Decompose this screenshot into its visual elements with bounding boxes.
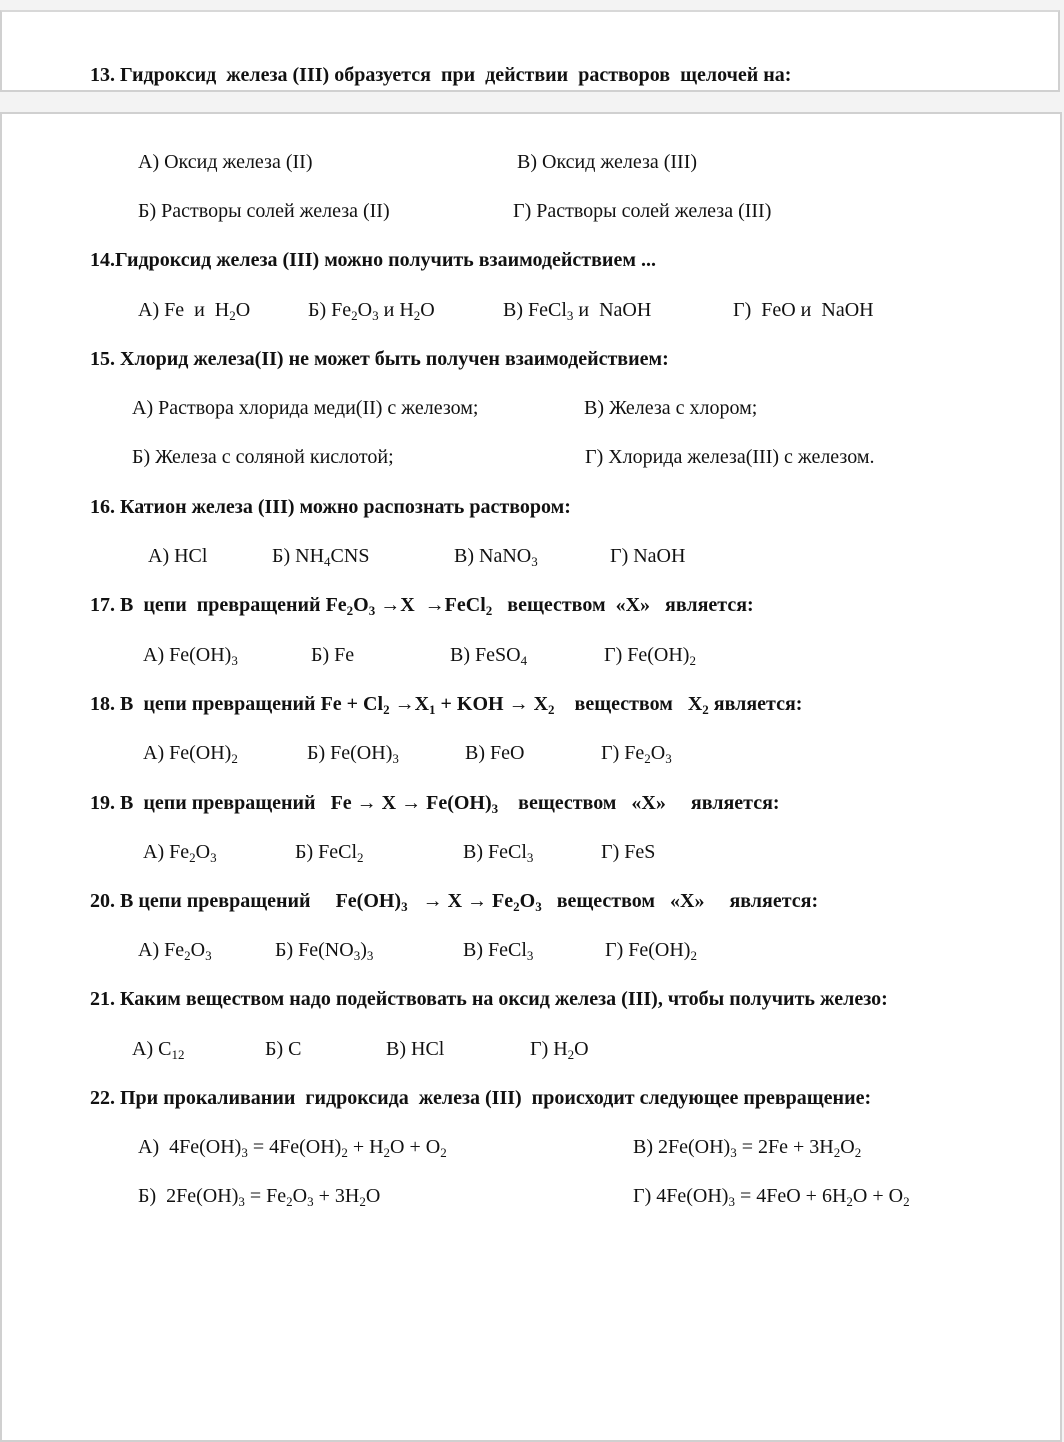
question-text: Хлорид железа(II) не может быть получен взаимодействием:: [115, 348, 669, 370]
question-17: [90, 593, 754, 617]
answer-option: В) FeO: [465, 742, 525, 764]
question-number: 14.: [90, 249, 115, 271]
question-number: 15.: [90, 348, 115, 370]
question-21: [90, 987, 888, 1011]
question-text: В цепи превращений $Fe \to X \to Fe(OH)_3$ веществом «X» является:: [115, 792, 780, 816]
answer-option: А) Оксид железа (II): [138, 151, 313, 173]
answer-option: В) NaNO$_3$: [454, 545, 538, 569]
answer-option: Г) NaOH: [610, 545, 686, 567]
question-15: [90, 347, 669, 371]
answer-option: Б) Растворы солей железа (II): [138, 200, 390, 222]
answer-option: Б) $Fe(NO_3)_3$: [275, 939, 374, 963]
answer-option: Б) C: [265, 1038, 302, 1060]
question-number: 20.: [90, 890, 115, 912]
answer-option: Б) Fe: [311, 644, 355, 666]
question-20: [90, 889, 818, 913]
question-text: Каким веществом надо подействовать на оксид железа (III), чтобы получить железо:: [115, 988, 888, 1010]
answer-option: В) Железа с хлором;: [584, 397, 758, 419]
question-text: Гидроксид железа (III) можно получить взаимодействием ...: [115, 249, 656, 271]
question-16: [90, 495, 571, 519]
answer-option: А) Fe и $H_2O$: [138, 299, 251, 323]
answer-option: А) Раствора хлорида меди(II) с железом;: [132, 397, 479, 419]
answer-option: А) $Fe(OH)_3$: [143, 644, 238, 668]
answer-option: Б) Железа с соляной кислотой;: [132, 446, 394, 468]
answer-option: В) FeCl$_3$: [463, 939, 534, 963]
answer-option: Г) FeS: [601, 841, 656, 863]
answer-option: В) HCl: [386, 1038, 445, 1060]
answer-option: Г) Растворы солей железа (III): [513, 200, 772, 222]
answer-option: В) Оксид железа (III): [517, 151, 698, 173]
answer-option: А) $4Fe(OH)_3 = 4Fe(OH)_2 + H_2O + O_2$: [138, 1136, 447, 1160]
answer-option: А) $Fe(OH)_2$: [143, 742, 238, 766]
question-number: 17.: [90, 594, 115, 616]
answer-option: Б) $Fe_2O_3$ и $H_2O$: [308, 299, 435, 323]
answer-option: Б) $Fe(OH)_3$: [307, 742, 399, 766]
question-13: [90, 63, 791, 87]
answer-option: А) $Fe_2O_3$: [143, 841, 217, 865]
answer-option: В) FeSO$_4$: [450, 644, 528, 668]
answer-option: Г) $Fe(OH)_2$: [604, 644, 696, 668]
answer-option: В) $2Fe(OH)_3 = 2Fe + 3H_2O_2$: [633, 1136, 862, 1160]
question-number: 22.: [90, 1087, 115, 1109]
answer-option: А) $Fe_2O_3$: [138, 939, 212, 963]
answer-option: Б) $2Fe(OH)_3 = Fe_2O_3 + 3H_2O$: [138, 1185, 381, 1209]
answer-option: Г) FeO и NaOH: [733, 299, 874, 321]
question-text: В цепи превращений $Fe + Cl_2 \to X_1$ + KOH → $X_2$ веществом $X_2$ является:: [115, 693, 803, 717]
answer-option: Г) $Fe_2O_3$: [601, 742, 672, 766]
question-number: 18.: [90, 693, 115, 715]
question-19: [90, 791, 780, 815]
answer-option: Г) $H_2O$: [530, 1038, 589, 1062]
question-number: 19.: [90, 792, 115, 814]
question-number: 16.: [90, 496, 115, 518]
answer-option: Г) $Fe(OH)_2$: [605, 939, 697, 963]
answer-option: Г) Хлорида железа(III) с железом.: [585, 446, 875, 468]
question-14: [90, 248, 656, 272]
question-22: [90, 1086, 871, 1110]
answer-option: А) HCl: [148, 545, 208, 567]
question-number: 21.: [90, 988, 115, 1010]
question-text: Катион железа (III) можно распознать раствором:: [115, 496, 571, 518]
question-number: 13.: [90, 64, 115, 86]
answer-option: А) $C_{12}$: [132, 1038, 185, 1062]
answer-option: В) FeCl$_3$ и NaOH: [503, 299, 652, 323]
question-text: В цепи превращений $Fe(OH)_3 \to X \to Fe_2O_3$ веществом «X» является:: [115, 890, 819, 914]
answer-option: Б) $NH_4CNS$: [272, 545, 370, 569]
question-text: Гидроксид железа (III) образуется при действии растворов щелочей на:: [115, 64, 792, 86]
answer-option: Б) FeCl$_2$: [295, 841, 364, 865]
answer-option: В) FeCl$_3$: [463, 841, 534, 865]
question-text: При прокаливании гидроксида железа (III) происходит следующее превращение:: [115, 1087, 872, 1109]
question-text: В цепи превращений $Fe_2O_3 \to X$ →FeCl$_2$ веществом «X» является:: [115, 594, 754, 618]
answer-option: Г) $4Fe(OH)_3 = 4FeO + 6H_2O + O_2$: [633, 1185, 910, 1209]
question-18: [90, 692, 802, 716]
